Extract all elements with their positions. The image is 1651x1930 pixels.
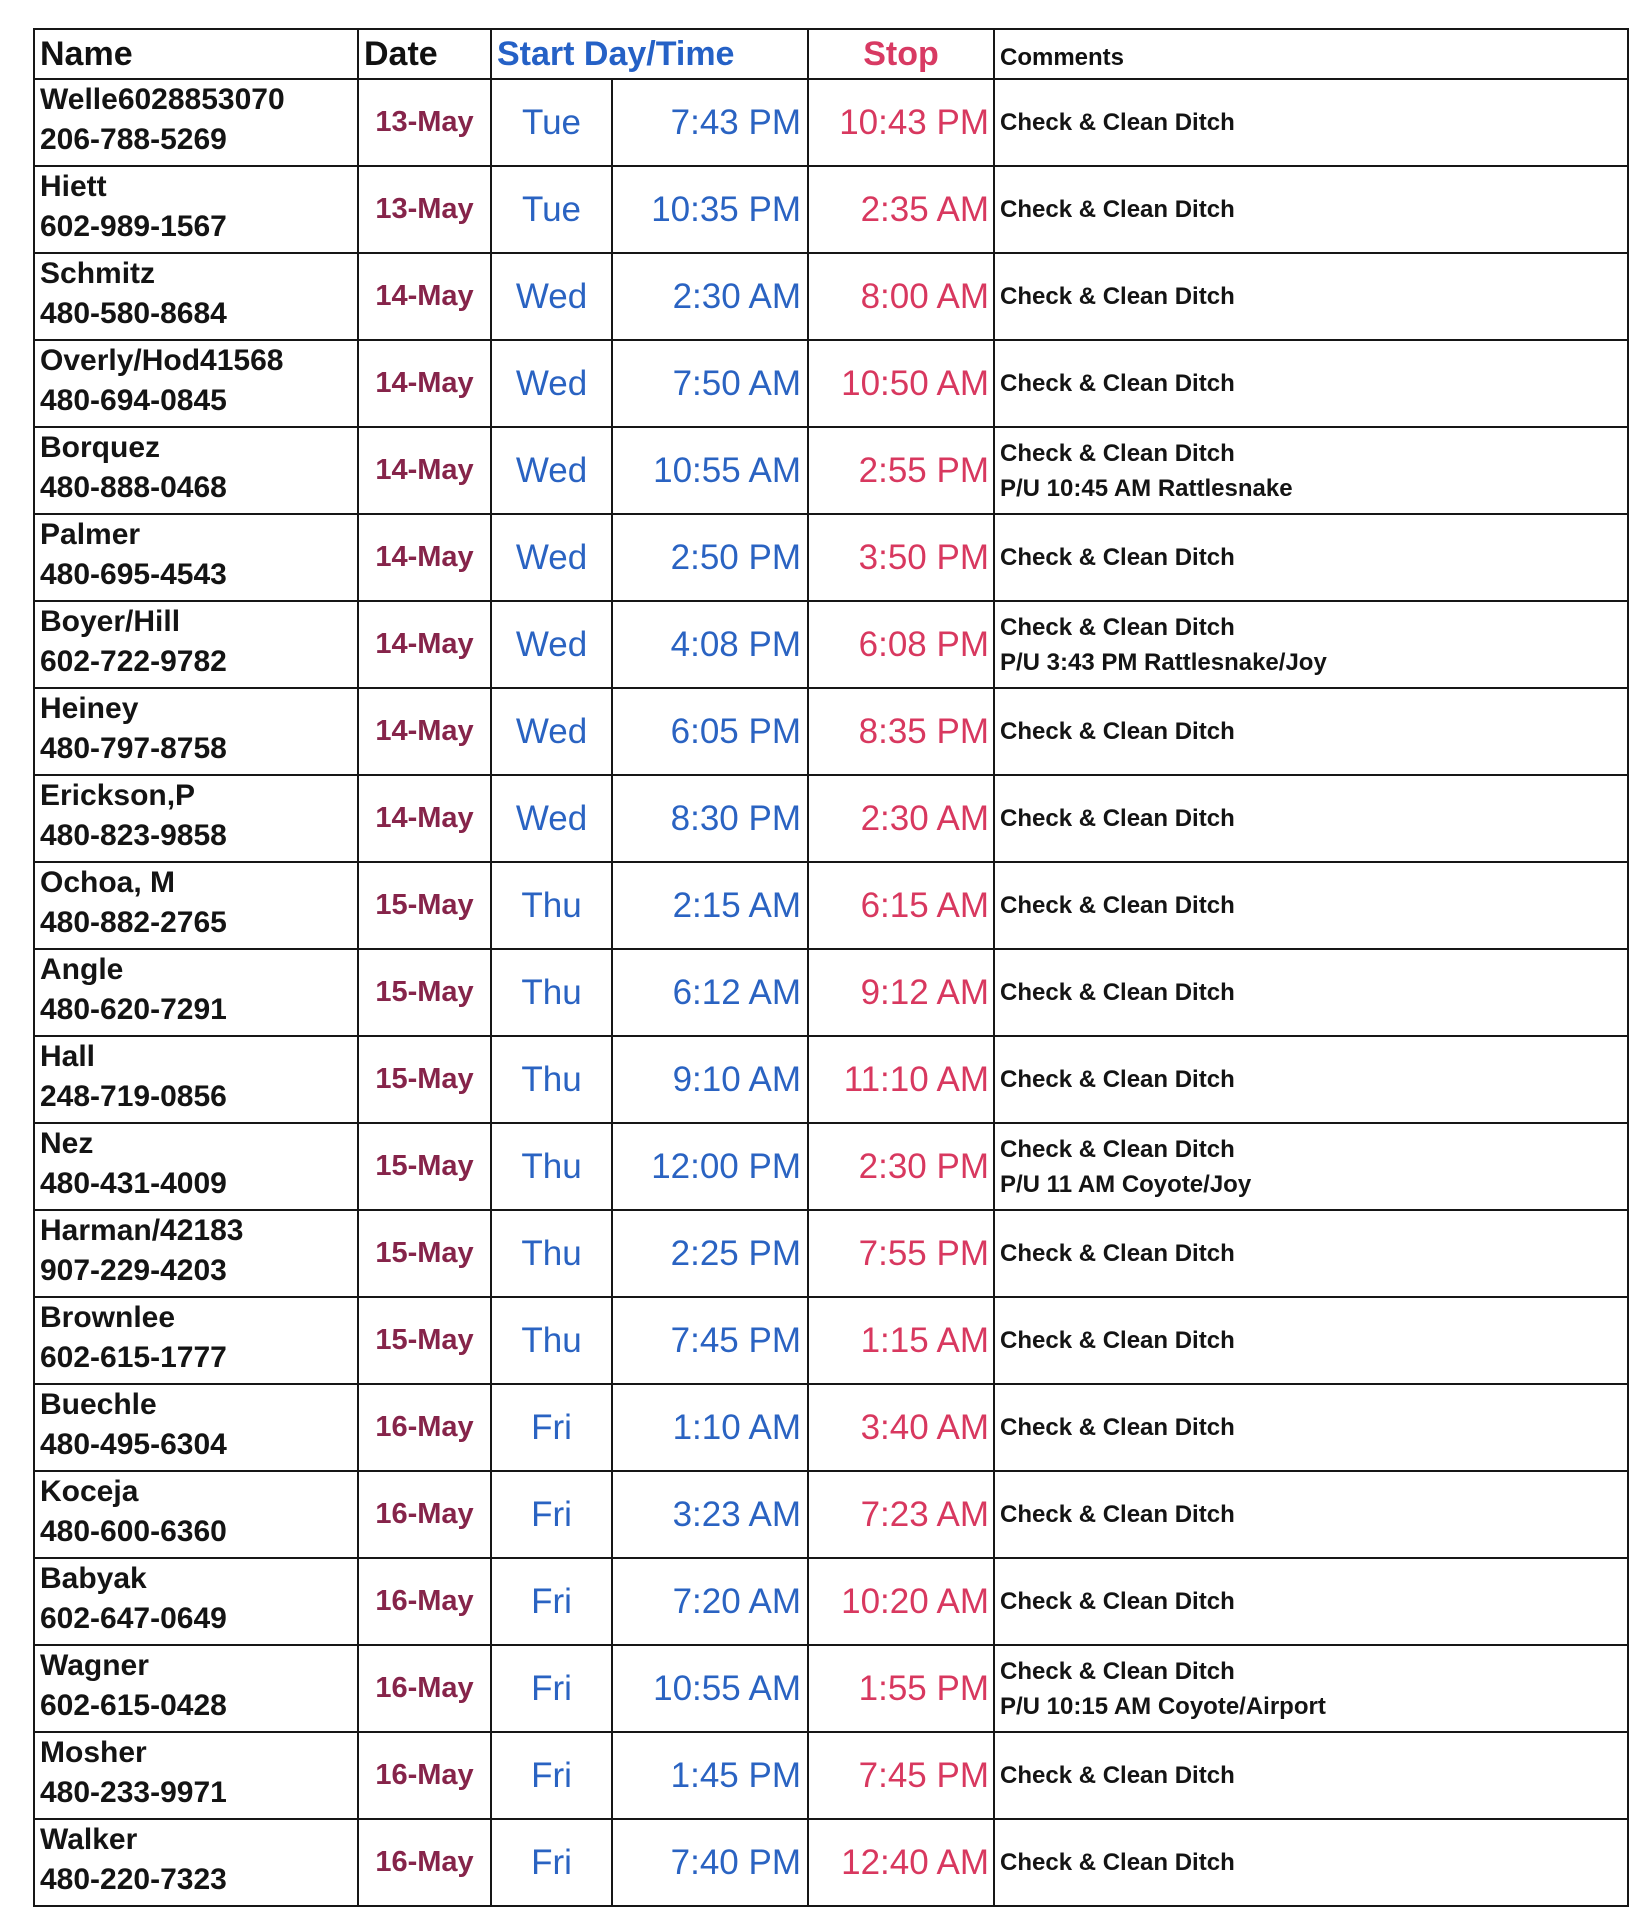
name-cell — [34, 166, 358, 253]
name-cell — [34, 1732, 358, 1819]
comments-cell — [994, 427, 1628, 514]
start-day-cell: Wed — [491, 601, 612, 688]
name-cell — [34, 862, 358, 949]
phone-number: 602-647-0649 — [40, 1602, 227, 1635]
comments-cell — [994, 775, 1628, 862]
stop-time-cell: 2:55 PM — [808, 427, 994, 514]
name-cell — [34, 1645, 358, 1732]
phone-number: 480-600-6360 — [40, 1515, 227, 1548]
date-cell: 14-May — [358, 427, 491, 514]
table-row — [34, 427, 1628, 514]
person-name: Buechle — [40, 1388, 157, 1421]
start-time-cell: 6:12 AM — [612, 949, 808, 1036]
name-cell — [34, 1471, 358, 1558]
phone-number: 248-719-0856 — [40, 1080, 227, 1113]
comments-cell — [994, 1297, 1628, 1384]
comment-line: Check & Clean Ditch — [1000, 1849, 1235, 1876]
person-name: Erickson,P — [40, 779, 196, 812]
date-cell: 13-May — [358, 79, 491, 166]
name-cell — [34, 1210, 358, 1297]
comments-cell — [994, 79, 1628, 166]
table-row — [34, 1123, 1628, 1210]
date-cell: 14-May — [358, 601, 491, 688]
phone-number: 480-431-4009 — [40, 1167, 227, 1200]
comment-line: Check & Clean Ditch — [1000, 718, 1235, 745]
stop-time-cell: 6:15 AM — [808, 862, 994, 949]
table-row — [34, 862, 1628, 949]
phone-number: 480-797-8758 — [40, 732, 227, 765]
stop-time-cell: 8:00 AM — [808, 253, 994, 340]
date-cell: 15-May — [358, 1210, 491, 1297]
phone-number: 480-823-9858 — [40, 819, 227, 852]
stop-time-cell: 7:55 PM — [808, 1210, 994, 1297]
person-name: Koceja — [40, 1475, 139, 1508]
comments-cell — [994, 601, 1628, 688]
date-cell: 16-May — [358, 1819, 491, 1906]
table-row — [34, 1645, 1628, 1732]
start-day-cell: Wed — [491, 514, 612, 601]
phone-number: 602-615-1777 — [40, 1341, 227, 1374]
comments-cell — [994, 1210, 1628, 1297]
comments-cell — [994, 688, 1628, 775]
comments-cell — [994, 1645, 1628, 1732]
stop-time-cell: 9:12 AM — [808, 949, 994, 1036]
table-row — [34, 514, 1628, 601]
comment-line: Check & Clean Ditch — [1000, 1588, 1235, 1615]
comment-line: Check & Clean Ditch — [1000, 1762, 1235, 1789]
name-cell — [34, 1819, 358, 1906]
header-stop: Stop — [808, 29, 994, 79]
person-name: Nez — [40, 1127, 94, 1160]
stop-time-cell: 2:30 AM — [808, 775, 994, 862]
comments-cell — [994, 253, 1628, 340]
comment-line: Check & Clean Ditch — [1000, 1066, 1235, 1093]
person-name: Brownlee — [40, 1301, 176, 1334]
table-row — [34, 253, 1628, 340]
comment-line: Check & Clean Ditch — [1000, 613, 1235, 641]
stop-time-cell: 2:35 AM — [808, 166, 994, 253]
phone-number: 602-722-9782 — [40, 645, 227, 678]
start-day-cell: Fri — [491, 1471, 612, 1558]
comment-line: Check & Clean Ditch — [1000, 283, 1235, 310]
phone-number: 480-220-7323 — [40, 1863, 227, 1896]
start-time-cell: 4:08 PM — [612, 601, 808, 688]
stop-time-cell: 11:10 AM — [808, 1036, 994, 1123]
header-comments: Comments — [994, 29, 1628, 79]
name-cell — [34, 1036, 358, 1123]
comments-cell — [994, 1384, 1628, 1471]
start-day-cell: Thu — [491, 1036, 612, 1123]
date-cell: 14-May — [358, 688, 491, 775]
comment-line: Check & Clean Ditch — [1000, 439, 1235, 467]
table-row — [34, 1819, 1628, 1906]
date-cell: 14-May — [358, 253, 491, 340]
schedule-rows — [34, 79, 1628, 1906]
comments-cell — [994, 514, 1628, 601]
date-cell: 16-May — [358, 1471, 491, 1558]
comments-cell — [994, 1819, 1628, 1906]
start-day-cell: Fri — [491, 1645, 612, 1732]
start-time-cell: 7:20 AM — [612, 1558, 808, 1645]
phone-number: 480-694-0845 — [40, 384, 227, 417]
comment-line: Check & Clean Ditch — [1000, 109, 1235, 136]
start-day-cell: Thu — [491, 1123, 612, 1210]
irrigation-schedule-table — [33, 28, 1629, 1907]
comment-line: Check & Clean Ditch — [1000, 196, 1235, 223]
stop-time-cell: 2:30 PM — [808, 1123, 994, 1210]
name-cell — [34, 1297, 358, 1384]
table-row — [34, 1732, 1628, 1819]
comment-line: Check & Clean Ditch — [1000, 1240, 1235, 1267]
start-day-cell: Wed — [491, 253, 612, 340]
date-cell: 16-May — [358, 1384, 491, 1471]
name-cell — [34, 775, 358, 862]
comments-cell — [994, 949, 1628, 1036]
person-name: Welle6028853070 — [40, 83, 285, 116]
date-cell: 15-May — [358, 1297, 491, 1384]
date-cell: 15-May — [358, 1036, 491, 1123]
stop-time-cell: 8:35 PM — [808, 688, 994, 775]
person-name: Walker — [40, 1823, 138, 1856]
stop-time-cell: 3:50 PM — [808, 514, 994, 601]
start-time-cell: 10:35 PM — [612, 166, 808, 253]
start-time-cell: 7:45 PM — [612, 1297, 808, 1384]
start-time-cell: 3:23 AM — [612, 1471, 808, 1558]
start-time-cell: 8:30 PM — [612, 775, 808, 862]
start-day-cell: Tue — [491, 166, 612, 253]
person-name: Overly/Hod41568 — [40, 344, 284, 377]
person-name: Heiney — [40, 692, 139, 725]
date-cell: 14-May — [358, 514, 491, 601]
table-row — [34, 688, 1628, 775]
date-cell: 16-May — [358, 1732, 491, 1819]
date-cell: 14-May — [358, 775, 491, 862]
table-row — [34, 601, 1628, 688]
name-cell — [34, 949, 358, 1036]
name-cell — [34, 253, 358, 340]
comment-pickup-line: P/U 10:15 AM Coyote/Airport — [1000, 1692, 1326, 1720]
comments-cell — [994, 1471, 1628, 1558]
person-name: Mosher — [40, 1736, 147, 1769]
table-row — [34, 949, 1628, 1036]
start-time-cell: 7:50 AM — [612, 340, 808, 427]
comment-line: Check & Clean Ditch — [1000, 979, 1235, 1006]
start-day-cell: Thu — [491, 949, 612, 1036]
start-time-cell: 2:25 PM — [612, 1210, 808, 1297]
name-cell — [34, 427, 358, 514]
phone-number: 602-615-0428 — [40, 1689, 227, 1722]
phone-number: 480-695-4543 — [40, 558, 227, 591]
table-row — [34, 166, 1628, 253]
date-cell: 15-May — [358, 862, 491, 949]
person-name: Palmer — [40, 518, 141, 551]
start-time-cell: 2:15 AM — [612, 862, 808, 949]
phone-number: 480-580-8684 — [40, 297, 227, 330]
date-cell: 14-May — [358, 340, 491, 427]
start-time-cell: 1:45 PM — [612, 1732, 808, 1819]
comment-pickup-line: P/U 11 AM Coyote/Joy — [1000, 1170, 1252, 1198]
date-cell: 16-May — [358, 1558, 491, 1645]
person-name: Hall — [40, 1040, 96, 1073]
table-row — [34, 1471, 1628, 1558]
start-time-cell: 7:40 PM — [612, 1819, 808, 1906]
date-cell: 16-May — [358, 1645, 491, 1732]
start-day-cell: Fri — [491, 1819, 612, 1906]
stop-time-cell: 6:08 PM — [808, 601, 994, 688]
header-name: Name — [34, 29, 358, 79]
comments-cell — [994, 166, 1628, 253]
table-row — [34, 79, 1628, 166]
phone-number: 480-495-6304 — [40, 1428, 227, 1461]
name-cell — [34, 1384, 358, 1471]
stop-time-cell: 10:20 AM — [808, 1558, 994, 1645]
start-time-cell: 1:10 AM — [612, 1384, 808, 1471]
person-name: Angle — [40, 953, 124, 986]
start-day-cell: Wed — [491, 340, 612, 427]
phone-number: 480-888-0468 — [40, 471, 227, 504]
comment-line: Check & Clean Ditch — [1000, 1327, 1235, 1354]
start-time-cell: 2:50 PM — [612, 514, 808, 601]
header-row — [34, 29, 1628, 79]
start-day-cell: Wed — [491, 775, 612, 862]
comment-pickup-line: P/U 3:43 PM Rattlesnake/Joy — [1000, 648, 1327, 676]
comment-line: Check & Clean Ditch — [1000, 892, 1235, 919]
comments-cell — [994, 1123, 1628, 1210]
start-time-cell: 9:10 AM — [612, 1036, 808, 1123]
person-name: Borquez — [40, 431, 160, 464]
header-start-day-time: Start Day/Time — [491, 29, 808, 79]
comments-cell — [994, 340, 1628, 427]
start-day-cell: Thu — [491, 1210, 612, 1297]
name-cell — [34, 601, 358, 688]
comments-cell — [994, 862, 1628, 949]
person-name: Boyer/Hill — [40, 605, 181, 638]
start-day-cell: Wed — [491, 688, 612, 775]
name-cell — [34, 1123, 358, 1210]
table-row — [34, 1558, 1628, 1645]
stop-time-cell: 1:15 AM — [808, 1297, 994, 1384]
start-day-cell: Fri — [491, 1558, 612, 1645]
person-name: Babyak — [40, 1562, 147, 1595]
start-time-cell: 10:55 AM — [612, 427, 808, 514]
stop-time-cell: 7:45 PM — [808, 1732, 994, 1819]
stop-time-cell: 3:40 AM — [808, 1384, 994, 1471]
stop-time-cell: 12:40 AM — [808, 1819, 994, 1906]
name-cell — [34, 79, 358, 166]
comment-line: Check & Clean Ditch — [1000, 544, 1235, 571]
date-cell: 15-May — [358, 1123, 491, 1210]
stop-time-cell: 10:50 AM — [808, 340, 994, 427]
comment-pickup-line: P/U 10:45 AM Rattlesnake — [1000, 474, 1293, 502]
table-row — [34, 1297, 1628, 1384]
name-cell — [34, 1558, 358, 1645]
date-cell: 13-May — [358, 166, 491, 253]
comment-line: Check & Clean Ditch — [1000, 805, 1235, 832]
date-cell: 15-May — [358, 949, 491, 1036]
comments-cell — [994, 1732, 1628, 1819]
phone-number: 907-229-4203 — [40, 1254, 227, 1287]
stop-time-cell: 10:43 PM — [808, 79, 994, 166]
phone-number: 602-989-1567 — [40, 210, 227, 243]
start-day-cell: Fri — [491, 1384, 612, 1471]
table-row — [34, 1384, 1628, 1471]
table-row — [34, 775, 1628, 862]
person-name: Schmitz — [40, 257, 156, 290]
name-cell — [34, 340, 358, 427]
name-cell — [34, 688, 358, 775]
comment-line: Check & Clean Ditch — [1000, 1414, 1235, 1441]
comment-line: Check & Clean Ditch — [1000, 1501, 1235, 1528]
phone-number: 480-233-9971 — [40, 1776, 227, 1809]
table-row — [34, 1036, 1628, 1123]
header-date: Date — [358, 29, 491, 79]
start-day-cell: Thu — [491, 1297, 612, 1384]
start-time-cell: 10:55 AM — [612, 1645, 808, 1732]
start-day-cell: Wed — [491, 427, 612, 514]
phone-number: 480-882-2765 — [40, 906, 227, 939]
person-name: Wagner — [40, 1649, 149, 1682]
stop-time-cell: 1:55 PM — [808, 1645, 994, 1732]
person-name: Harman/42183 — [40, 1214, 244, 1247]
table-row — [34, 1210, 1628, 1297]
comments-cell — [994, 1558, 1628, 1645]
phone-number: 206-788-5269 — [40, 123, 227, 156]
start-day-cell: Tue — [491, 79, 612, 166]
name-cell — [34, 514, 358, 601]
start-time-cell: 12:00 PM — [612, 1123, 808, 1210]
comment-line: Check & Clean Ditch — [1000, 1135, 1235, 1163]
comment-line: Check & Clean Ditch — [1000, 370, 1235, 397]
comments-cell — [994, 1036, 1628, 1123]
start-day-cell: Thu — [491, 862, 612, 949]
person-name: Ochoa, M — [40, 866, 176, 899]
phone-number: 480-620-7291 — [40, 993, 227, 1026]
comment-line: Check & Clean Ditch — [1000, 1657, 1235, 1685]
stop-time-cell: 7:23 AM — [808, 1471, 994, 1558]
start-day-cell: Fri — [491, 1732, 612, 1819]
start-time-cell: 7:43 PM — [612, 79, 808, 166]
table-row — [34, 340, 1628, 427]
person-name: Hiett — [40, 170, 107, 203]
start-time-cell: 2:30 AM — [612, 253, 808, 340]
start-time-cell: 6:05 PM — [612, 688, 808, 775]
